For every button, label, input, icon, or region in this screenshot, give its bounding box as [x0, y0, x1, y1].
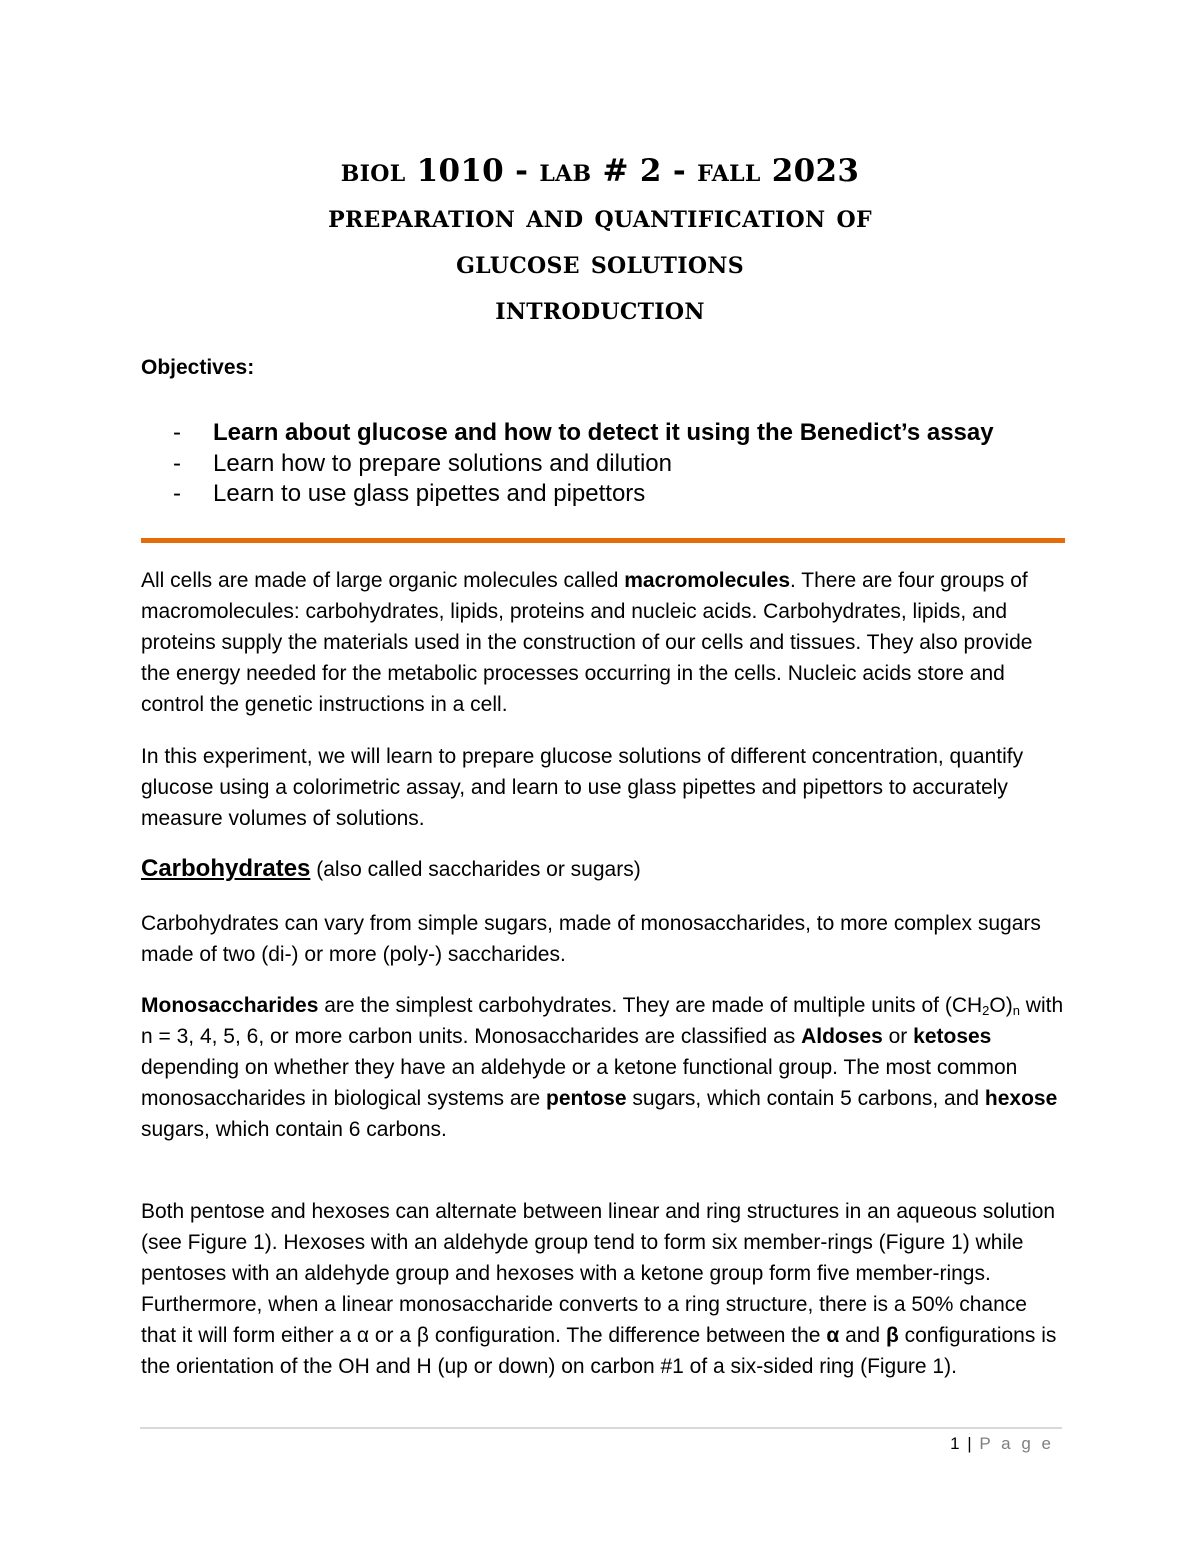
text-run: . There are four groups of macromolecules: carbohydrates, lipids, proteins and nucleic acids. Carbohydrates, lipids, and proteins supply the materials used in the construction of our cells and tissues. They also provide the energy needed for the metabolic processes occurring in the cells. Nucleic acids store and control the genetic instructions in a cell.	[141, 569, 1033, 716]
footer-rule	[140, 1427, 1062, 1429]
bold-term-beta: β	[885, 1324, 899, 1347]
text-run: sugars, which contain 5 carbons, and	[626, 1087, 985, 1110]
page-footer	[950, 1434, 1054, 1454]
text-run: or	[882, 1025, 914, 1048]
carbohydrates-heading-subtitle: (also called saccharides or sugars)	[310, 858, 641, 881]
subscript: 2	[982, 1003, 990, 1018]
objective-text: Learn about glucose and how to detect it using the Benedict’s assay	[213, 419, 994, 446]
objective-text: Learn how to prepare solutions and dilution	[213, 449, 672, 477]
text-run: O)	[989, 994, 1013, 1017]
intro-paragraph-2: In this experiment, we will learn to prepare glucose solutions of different concentration, quantify glucose using a colorimetric assay, and learn to use glass pipettes and pipettors to accurately measure volumes of solutions.	[141, 745, 1024, 830]
bold-term-alpha: α	[826, 1324, 840, 1347]
text-run: Both pentose and hexoses can alternate between linear and ring structures in an aqueous solution (see Figure 1). Hexoses with an aldehyde group tend to form six member-rings (Figure 1) while pentoses with an aldehyde group and hexoses with a ketone group form five member-rings. Furthermore, when a linear monosaccharide converts to a ring structure, there is a 50% chance that it will form either a α or a β configuration. The difference between the	[141, 1200, 1056, 1347]
list-dash: -	[173, 480, 181, 507]
page-label: P a g e	[979, 1434, 1054, 1453]
carbohydrates-heading-title: Carbohydrates	[141, 855, 311, 882]
text-run: are the simplest carbohydrates. They are made of multiple units of (CH	[318, 994, 983, 1017]
footer-separator: |	[967, 1434, 973, 1453]
text-run: configurations is the orientation of the OH and H (up or down) on carbon #1 of a six-sided ring (Figure 1).	[141, 1324, 1057, 1378]
text-run: with n = 3, 4, 5, 6, or more carbon units. Monosaccharides are classified as	[141, 994, 1064, 1048]
title-block	[140, 148, 1060, 332]
bold-term-aldoses: Aldoses	[801, 1025, 883, 1048]
text-run: depending on whether they have an aldehyde or a ketone functional group. The most common monosaccharides in biological systems are	[141, 1056, 1018, 1110]
carbohydrates-paragraph-1: Carbohydrates can vary from simple sugars, made of monosaccharides, to more complex sugars made of two (di-) or more (poly-) saccharides.	[141, 912, 1041, 966]
course-title: biol 1010 - lab # 2 - fall 2023	[340, 153, 860, 189]
bold-term-hexose: hexose	[984, 1087, 1058, 1110]
bold-term-monosaccharides: Monosaccharides	[141, 994, 319, 1017]
list-dash: -	[173, 449, 181, 477]
monosaccharides-paragraph	[141, 990, 1066, 1145]
carbohydrates-heading	[141, 853, 641, 885]
subscript: n	[1012, 1003, 1020, 1018]
orange-divider	[141, 538, 1065, 543]
intro-paragraph-1	[141, 565, 1066, 720]
objectives-heading: Objectives:	[141, 356, 255, 379]
text-run: and	[839, 1324, 886, 1347]
lab-title-line-1: preparation and quantification of	[328, 199, 872, 235]
text-run: sugars, which contain 6 carbons.	[141, 1118, 447, 1141]
objective-item	[141, 418, 994, 449]
objective-item	[141, 449, 994, 480]
objectives-list	[141, 418, 994, 510]
objective-text: Learn to use glass pipettes and pipettors	[213, 480, 646, 507]
text-run: All cells are made of large organic molecules called	[141, 569, 625, 592]
objective-item	[141, 479, 994, 510]
ring-structure-paragraph	[141, 1196, 1066, 1382]
bold-term-ketoses: ketoses	[913, 1025, 992, 1048]
lab-title-line-2: glucose solutions	[456, 245, 744, 281]
bold-term-pentose: pentose	[546, 1087, 627, 1110]
list-dash: -	[173, 419, 181, 446]
page-number: 1	[950, 1434, 961, 1453]
section-title-introduction: introduction	[495, 291, 705, 327]
bold-term-macromolecules: macromolecules	[624, 569, 790, 592]
